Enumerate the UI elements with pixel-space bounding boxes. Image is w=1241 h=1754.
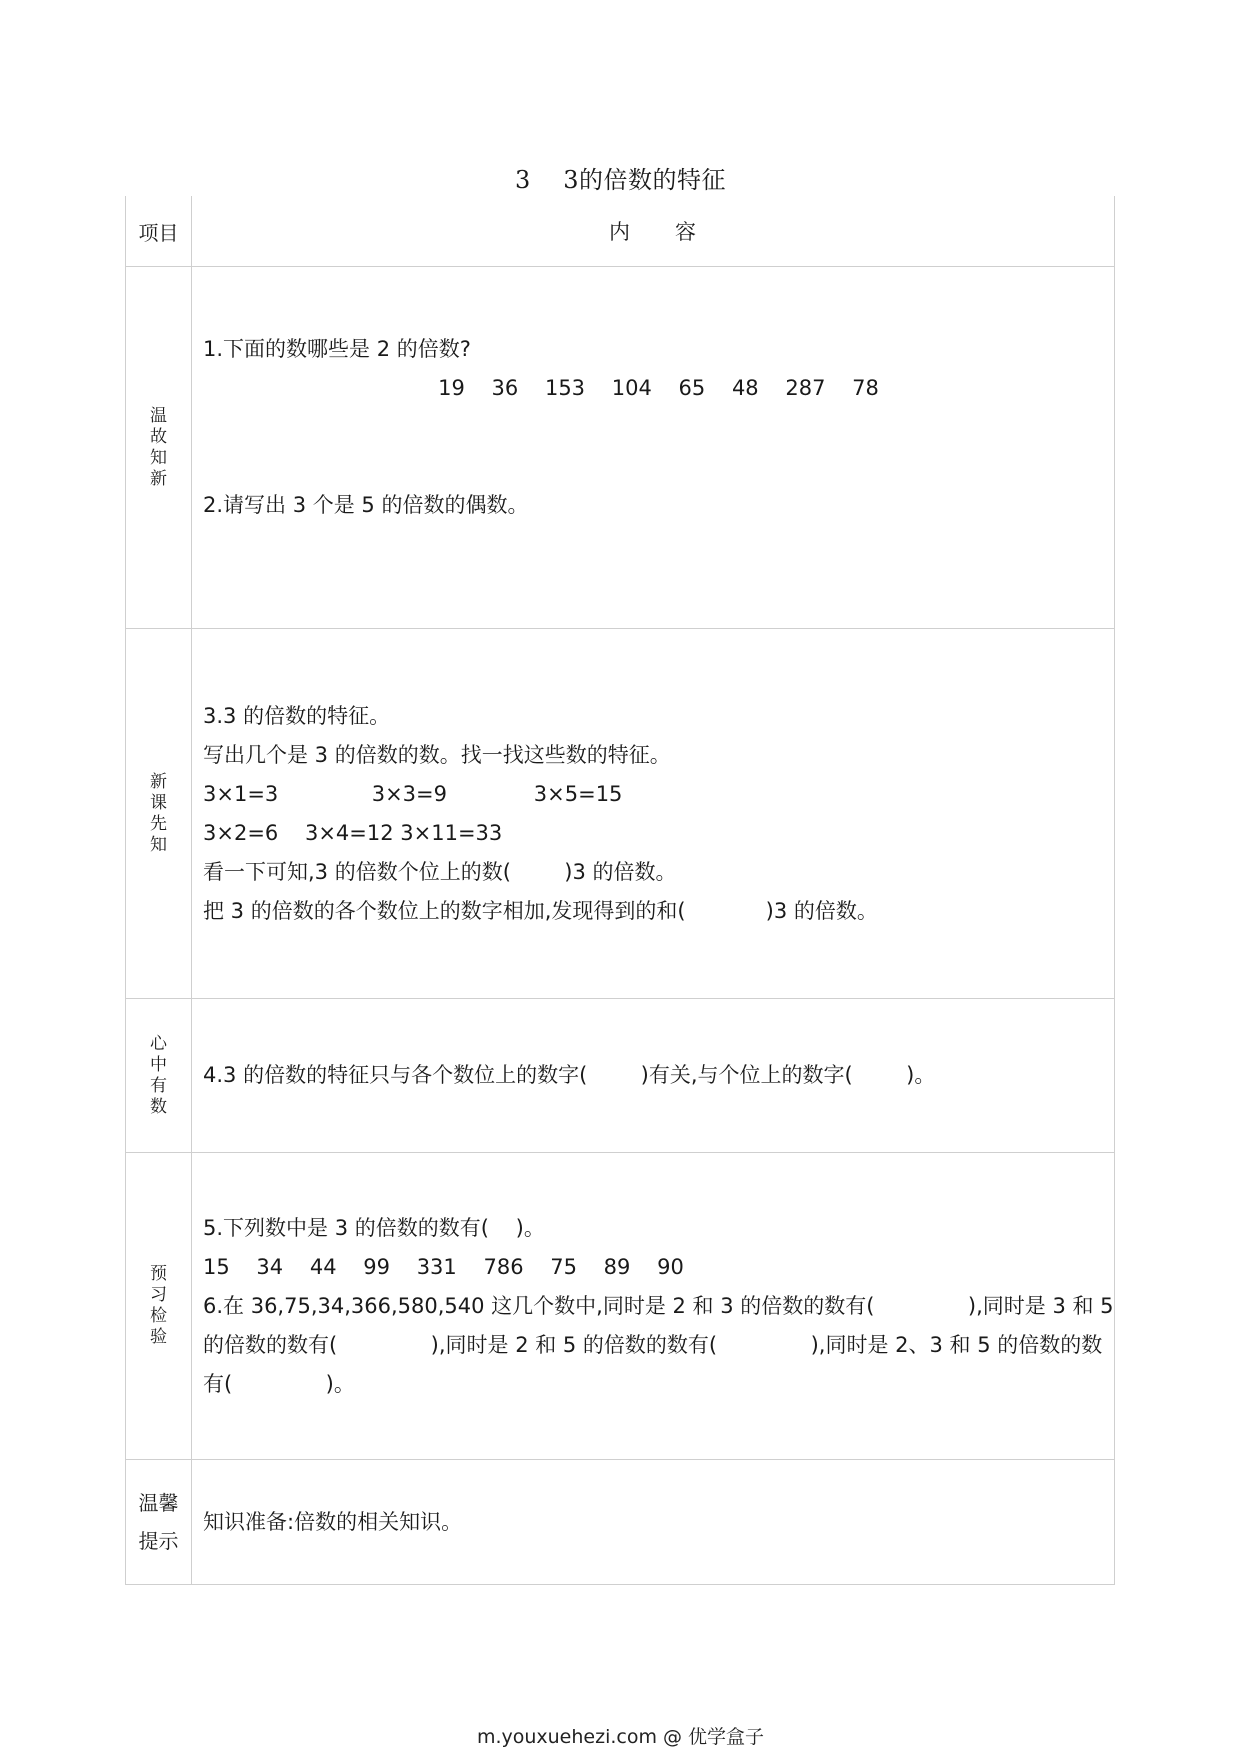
label-char: 先: [150, 813, 167, 834]
title-text: 的倍数的特征: [579, 166, 727, 194]
label-char: 新: [150, 771, 167, 792]
section-label-preview-check: [126, 1153, 192, 1460]
label-char: 新: [150, 468, 167, 489]
header-row: [126, 196, 1115, 267]
label-char: 温: [150, 405, 167, 426]
content-line: 看一下可知,3 的倍数个位上的数( )3 的倍数。: [203, 859, 677, 884]
content-line: 3×2=6 3×4=12 3×11=33: [203, 820, 503, 845]
section-new-lesson: [126, 629, 1115, 999]
label-char: 检: [150, 1306, 167, 1326]
tip-text: 知识准备:倍数的相关知识。: [203, 1509, 463, 1534]
section-content-summary: [192, 999, 1115, 1153]
content-line: 6.在 36,75,34,366,580,540 这几个数中,同时是 2 和 3 的倍数的数有( ),同时是 3 和 5: [203, 1293, 1114, 1318]
label-char: 预: [150, 1264, 167, 1284]
content-line: 写出几个是 3 的倍数的数。找一找这些数的特征。: [203, 742, 671, 767]
section-label-review: [126, 267, 192, 629]
footer-watermark: m.youxuehezi.com @ 优学盒子: [476, 1726, 765, 1748]
title-number: 3: [563, 166, 580, 194]
question-1-numbers: 19 36 153 104 65 48 287 78: [438, 376, 879, 400]
content-line: 3×1=3 3×3=9 3×5=15: [203, 781, 623, 806]
content-line: 5.下列数中是 3 的倍数的数有( )。: [203, 1215, 545, 1240]
section-tips: [126, 1460, 1115, 1585]
label-char: 知: [150, 447, 167, 468]
title-section-number: 3: [514, 166, 531, 194]
content-line: 的倍数的数有( ),同时是 2 和 5 的倍数的数有( ),同时是 2、3 和 5 的倍数的数: [203, 1332, 1103, 1357]
label-char: 心: [150, 1033, 167, 1054]
section-label-summary: [126, 999, 192, 1153]
label-char: 故: [150, 426, 167, 447]
label-char: 知: [150, 834, 167, 855]
label-word: 温馨: [138, 1491, 179, 1515]
label-char: 习: [150, 1285, 167, 1305]
question-1: 1.下面的数哪些是 2 的倍数?: [203, 337, 471, 361]
content-line: 把 3 的倍数的各个数位上的数字相加,发现得到的和( )3 的倍数。: [203, 898, 878, 923]
label-char: 验: [150, 1327, 167, 1347]
worksheet-table: [125, 196, 1115, 1585]
label-char: 课: [150, 792, 167, 813]
label-char: 中: [150, 1054, 167, 1075]
section-content-tips: [192, 1460, 1115, 1585]
label-char: 数: [150, 1096, 167, 1117]
section-preview-check: [126, 1153, 1115, 1460]
content-line: 有( )。: [203, 1371, 355, 1396]
section-content-review: [192, 267, 1115, 629]
page-title: [0, 160, 1241, 195]
header-content-label: 内 容: [192, 196, 1115, 267]
content-line: 15 34 44 99 331 786 75 89 90: [203, 1254, 684, 1279]
section-label-new-lesson: [126, 629, 192, 999]
question-2: 2.请写出 3 个是 5 的倍数的偶数。: [203, 493, 529, 517]
label-word: 提示: [138, 1529, 179, 1553]
content-line: 3.3 的倍数的特征。: [203, 703, 391, 728]
section-content-preview-check: [192, 1153, 1115, 1460]
section-content-new-lesson: [192, 629, 1115, 999]
label-char: 有: [150, 1075, 167, 1096]
header-item-label: 项目: [126, 196, 192, 267]
section-review: [126, 267, 1115, 629]
section-summary: [126, 999, 1115, 1153]
section-label-tips: [126, 1460, 192, 1585]
question-4: 4.3 的倍数的特征只与各个数位上的数字( )有关,与个位上的数字( )。: [203, 1063, 936, 1087]
